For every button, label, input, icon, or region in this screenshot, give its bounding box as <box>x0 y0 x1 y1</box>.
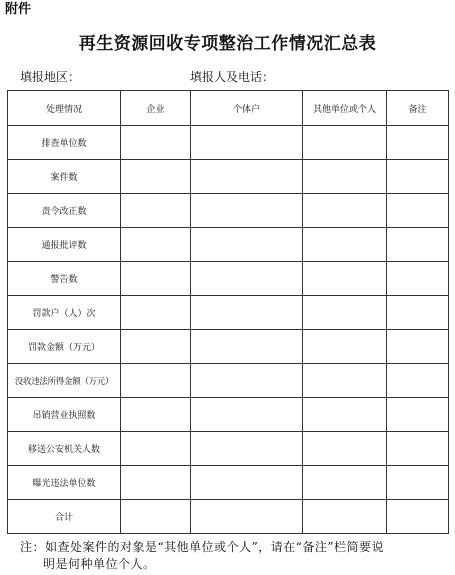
row-label: 合计 <box>8 500 121 534</box>
cell-remarks[interactable] <box>387 262 449 296</box>
cell-remarks[interactable] <box>387 126 449 160</box>
table-header-row <box>8 91 449 126</box>
cell-other-unit-or-person[interactable] <box>303 500 387 534</box>
row-label: 吊销营业执照数 <box>8 398 121 432</box>
cell-enterprise[interactable] <box>121 126 191 160</box>
row-label: 排查单位数 <box>8 126 121 160</box>
cell-enterprise[interactable] <box>121 194 191 228</box>
row-label: 罚款户（人）次 <box>8 296 121 330</box>
cell-enterprise[interactable] <box>121 330 191 364</box>
footnote-line-1: 注：如查处案件的对象是“其他单位或个人”，请在“备注”栏简要说 <box>20 540 385 554</box>
table-row <box>8 262 449 296</box>
cell-other-unit-or-person[interactable] <box>303 330 387 364</box>
cell-enterprise[interactable] <box>121 262 191 296</box>
cell-remarks[interactable] <box>387 364 449 398</box>
cell-individual-business[interactable] <box>191 398 303 432</box>
footnote <box>20 539 450 573</box>
region-field-label: 填报地区： <box>20 70 81 84</box>
table-row <box>8 500 449 534</box>
row-label: 曝光违法单位数 <box>8 466 121 500</box>
table-row <box>8 194 449 228</box>
cell-enterprise[interactable] <box>121 364 191 398</box>
cell-other-unit-or-person[interactable] <box>303 364 387 398</box>
cell-other-unit-or-person[interactable] <box>303 432 387 466</box>
cell-individual-business[interactable] <box>191 296 303 330</box>
cell-other-unit-or-person[interactable] <box>303 398 387 432</box>
cell-individual-business[interactable] <box>191 432 303 466</box>
page-title: 再生资源回收专项整治工作情况汇总表 <box>78 34 377 54</box>
cell-enterprise[interactable] <box>121 432 191 466</box>
summary-table <box>7 90 449 534</box>
row-label: 没收违法所得金额（万元） <box>8 364 121 398</box>
cell-individual-business[interactable] <box>191 500 303 534</box>
cell-remarks[interactable] <box>387 228 449 262</box>
table-row <box>8 466 449 500</box>
cell-other-unit-or-person[interactable] <box>303 228 387 262</box>
cell-remarks[interactable] <box>387 466 449 500</box>
cell-remarks[interactable] <box>387 194 449 228</box>
cell-individual-business[interactable] <box>191 466 303 500</box>
cell-remarks[interactable] <box>387 398 449 432</box>
header-enterprise: 企业 <box>121 91 191 126</box>
cell-remarks[interactable] <box>387 432 449 466</box>
table-row <box>8 228 449 262</box>
row-label: 罚款金额（万元） <box>8 330 121 364</box>
table-row <box>8 432 449 466</box>
attachment-label: 附件 <box>5 2 32 17</box>
table-row <box>8 398 449 432</box>
cell-individual-business[interactable] <box>191 228 303 262</box>
cell-remarks[interactable] <box>387 500 449 534</box>
table-row <box>8 330 449 364</box>
cell-enterprise[interactable] <box>121 228 191 262</box>
cell-other-unit-or-person[interactable] <box>303 160 387 194</box>
table-row <box>8 160 449 194</box>
cell-individual-business[interactable] <box>191 330 303 364</box>
header-individual-business: 个体户 <box>191 91 303 126</box>
row-label: 移送公安机关人数 <box>8 432 121 466</box>
header-handling: 处理情况 <box>8 91 121 126</box>
row-label: 案件数 <box>8 160 121 194</box>
cell-individual-business[interactable] <box>191 160 303 194</box>
cell-other-unit-or-person[interactable] <box>303 126 387 160</box>
cell-individual-business[interactable] <box>191 262 303 296</box>
cell-other-unit-or-person[interactable] <box>303 466 387 500</box>
table-row <box>8 364 449 398</box>
cell-remarks[interactable] <box>387 330 449 364</box>
row-label: 警告数 <box>8 262 121 296</box>
table-row <box>8 296 449 330</box>
cell-remarks[interactable] <box>387 160 449 194</box>
reporter-field-label: 填报人及电话： <box>190 70 275 84</box>
table-body <box>8 126 449 534</box>
cell-enterprise[interactable] <box>121 160 191 194</box>
header-remarks: 备注 <box>387 91 449 126</box>
header-other-unit-or-person: 其他单位或个人 <box>303 91 387 126</box>
cell-enterprise[interactable] <box>121 500 191 534</box>
cell-other-unit-or-person[interactable] <box>303 296 387 330</box>
table-row <box>8 126 449 160</box>
cell-remarks[interactable] <box>387 296 449 330</box>
cell-individual-business[interactable] <box>191 126 303 160</box>
cell-individual-business[interactable] <box>191 364 303 398</box>
row-label: 通报批评数 <box>8 228 121 262</box>
cell-other-unit-or-person[interactable] <box>303 262 387 296</box>
cell-enterprise[interactable] <box>121 296 191 330</box>
cell-enterprise[interactable] <box>121 398 191 432</box>
footnote-line-2: 明是何种单位个人。 <box>43 557 156 571</box>
cell-enterprise[interactable] <box>121 466 191 500</box>
cell-other-unit-or-person[interactable] <box>303 194 387 228</box>
cell-individual-business[interactable] <box>191 194 303 228</box>
row-label: 责令改正数 <box>8 194 121 228</box>
